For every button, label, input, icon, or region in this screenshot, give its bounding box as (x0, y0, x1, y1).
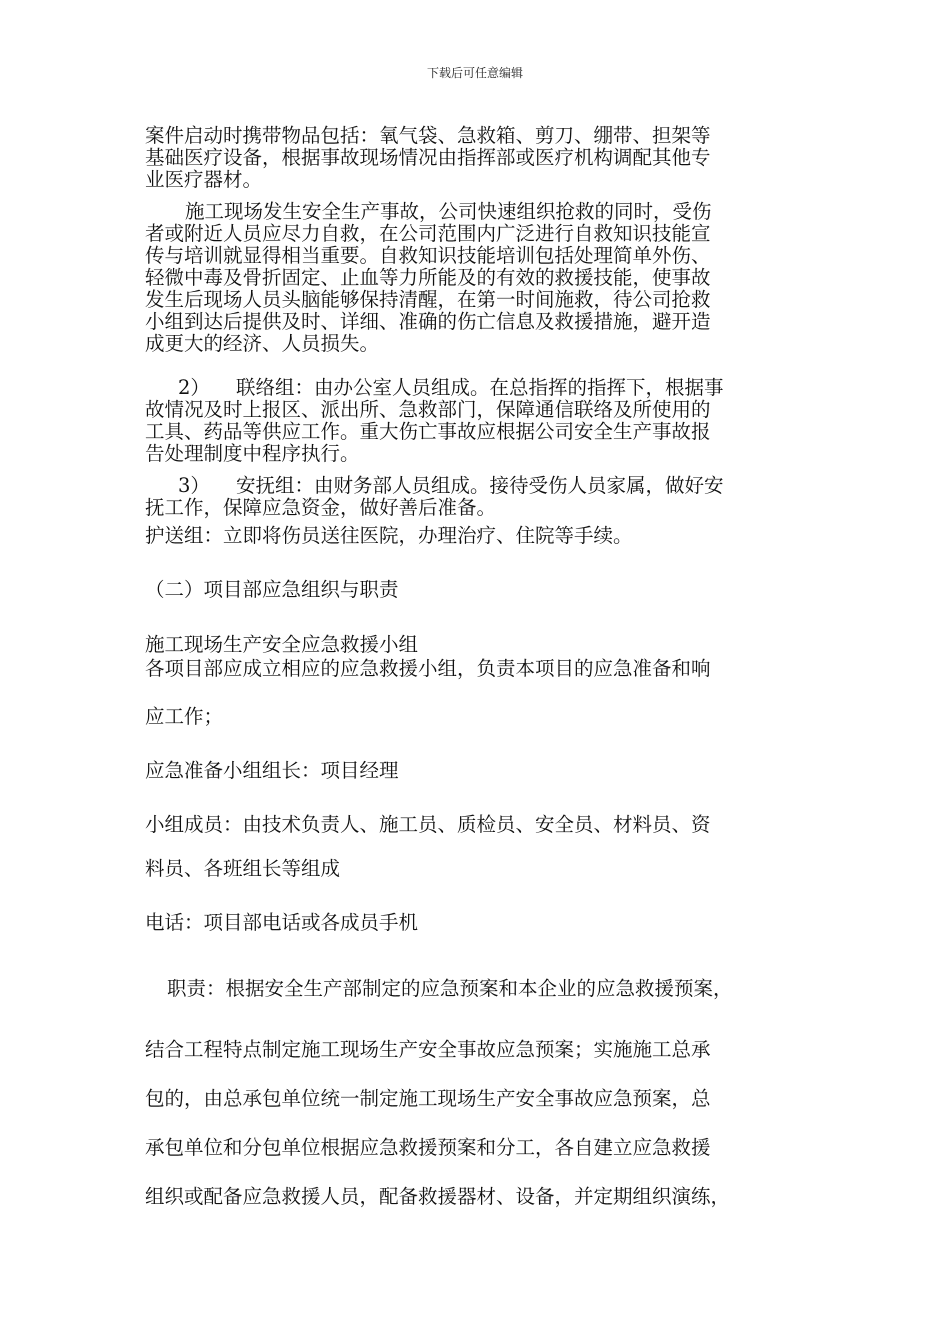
text-line: 发生后现场人员头脑能够保持清醒，在第一时间施救，待公司抢救 (145, 288, 711, 311)
group-description-cont: 应工作； (145, 705, 224, 728)
group-title: 施工现场生产安全应急救援小组 (145, 633, 419, 656)
list-number: 2） (178, 376, 210, 399)
text-line: 工具、药品等供应工作。重大伤亡事故应根据公司安全生产事故报 (145, 420, 711, 443)
group-description: 各项目部应成立相应的应急救援小组，负责本项目的应急准备和响 (145, 657, 711, 680)
text-line: 施工现场发生安全生产事故，公司快速组织抢救的同时，受伤 (185, 200, 712, 223)
group-members-cont: 料员、各班组长等组成 (145, 857, 341, 880)
text-line: 成更大的经济、人员损失。 (145, 332, 380, 355)
liaison-group-item (145, 377, 815, 465)
group-members: 小组成员：由技术负责人、施工员、质检员、安全员、材料员、资 (145, 813, 711, 836)
text-line: 联络组：由办公室人员组成。在总指挥的指挥下，根据事 (236, 376, 724, 399)
page-header: 下载后可任意编辑 (426, 66, 523, 80)
text-line: 基础医疗设备，根据事故现场情况由指挥部或医疗机构调配其他专 (145, 146, 711, 169)
text-line: 安抚组：由财务部人员组成。接待受伤人员家属，做好安 (236, 474, 724, 497)
text-line: 抚工作，保障应急资金，做好善后准备。 (145, 496, 497, 519)
duty-paragraph (145, 1025, 815, 1221)
list-number: 3） (178, 474, 210, 497)
section-title: （二）项目部应急组织与职责 (145, 578, 399, 601)
text-line: 告处理制度中程序执行。 (145, 442, 360, 465)
text-line: 者或附近人员应尽力自救，在公司范围内广泛进行自救知识技能宣 (145, 222, 711, 245)
text-line: 组织或配备应急救援人员，配备救援器材、设备，并定期组织演练， (145, 1185, 731, 1208)
text-line: 结合工程特点制定施工现场生产安全事故应急预案；实施施工总承 (145, 1038, 711, 1061)
text-line: 轻微中毒及骨折固定、止血等力所能及的有效的救援技能，使事故 (145, 266, 711, 289)
paragraph-equipment (145, 125, 815, 191)
duty-heading: 职责：根据安全生产部制定的应急预案和本企业的应急救援预案， (167, 977, 733, 1000)
text-line: 案件启动时携带物品包括：氧气袋、急救箱、剪刀、绷带、担架等 (145, 124, 711, 147)
group-leader: 应急准备小组组长：项目经理 (145, 759, 399, 782)
group-phone: 电话：项目部电话或各成员手机 (145, 911, 419, 934)
text-line: 承包单位和分包单位根据应急救援预案和分工，各自建立应急救援 (145, 1136, 711, 1159)
text-line: 包的，由总承包单位统一制定施工现场生产安全事故应急预案，总 (145, 1087, 711, 1110)
text-line: 传与培训就显得相当重要。自救知识技能培训包括处理简单外伤、 (145, 244, 711, 267)
text-line: 小组到达后提供及时、详细、准确的伤亡信息及救援措施，避开造 (145, 310, 711, 333)
text-line: 故情况及时上报区、派出所、急救部门，保障通信联络及所使用的 (145, 398, 711, 421)
comfort-group-item (145, 475, 815, 519)
paragraph-self-rescue (145, 201, 815, 355)
text-line: 业医疗器材。 (145, 168, 263, 191)
escort-group-text: 护送组：立即将伤员送往医院，办理治疗、住院等手续。 (145, 524, 633, 547)
